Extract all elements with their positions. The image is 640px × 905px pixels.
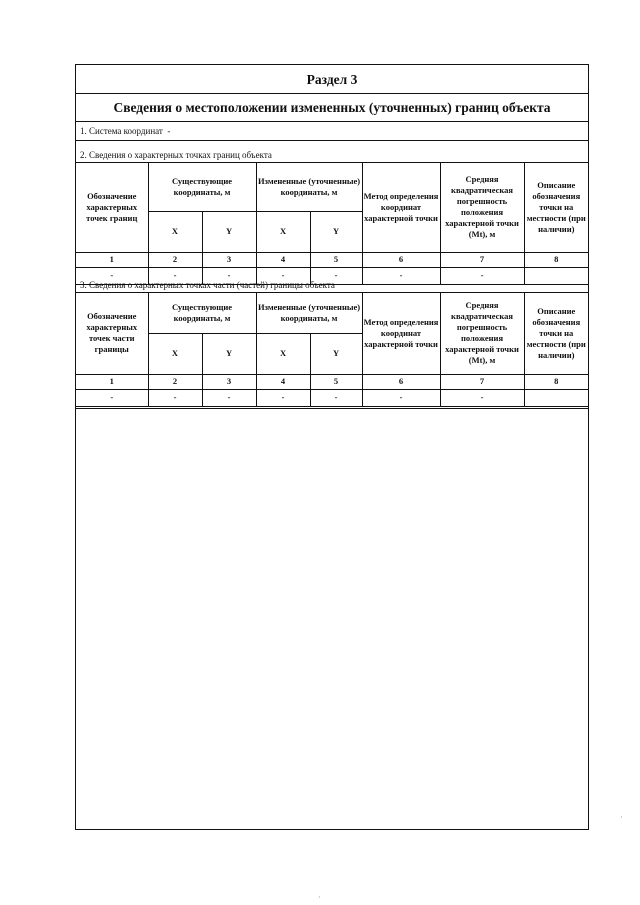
table2-number-cell: 7 [440,374,524,389]
table2-number-cell: 1 [76,374,148,389]
table1-number-cell: 7 [440,252,524,267]
table1-header-method: Метод определения координат характерной точки [362,163,440,252]
table1-number-cell: 3 [202,252,256,267]
table1-header-existing-y: Y [202,211,256,252]
table1-header-changed: Измененные (уточненные) координаты, м [256,163,362,211]
table1-header-error: Средняя квадратическая погрешность положения характерной точки (Mt), м [440,163,524,252]
table2-header-error: Средняя квадратическая погрешность положения характерной точки (Mt), м [440,293,524,374]
table1-header-description: Описание обозначения точки на местности (при наличии) [524,163,588,252]
table1-header-existing-x: X [148,211,202,252]
table1-cell: - [362,267,440,284]
table1-header-changed-y: Y [310,211,362,252]
table2-number-cell: 2 [148,374,202,389]
table1-cell: - [76,267,148,284]
table1-number-cell: 2 [148,252,202,267]
table2-header-changed: Измененные (уточненные) координаты, м [256,293,362,333]
table2-number-cell: 3 [202,374,256,389]
table2-header-existing: Существующие координаты, м [148,293,256,333]
table-row [76,389,588,406]
table1-cell: - [256,267,310,284]
table2-cell: - [310,389,362,406]
table2-cell: - [256,389,310,406]
table1-number-cell: 5 [310,252,362,267]
table2-number-cell: 5 [310,374,362,389]
table1-caption: 2. Сведения о характерных точках границ объекта [76,147,588,163]
coordinate-system-label: 1. Система координат [80,126,163,136]
section-heading: Сведения о местоположении измененных (уточненных) границ объекта [76,94,588,122]
table2-cell: - [440,389,524,406]
table2-cell [524,389,588,406]
scan-mark: · [620,813,623,822]
coordinate-system-value: - [167,126,171,136]
table1-cell: - [202,267,256,284]
scan-mark: · [318,893,321,902]
table1-cell: - [440,267,524,284]
coordinate-system-row [76,122,588,141]
table2-header-existing-x: X [148,333,202,374]
table1-number-cell: 8 [524,252,588,267]
table-bottom-rule [76,408,588,409]
boundary-points-table [76,163,588,285]
table2-number-cell: 6 [362,374,440,389]
table1-number-row [76,252,588,267]
table1-number-cell: 6 [362,252,440,267]
table1-number-cell: 4 [256,252,310,267]
section-title: Раздел 3 [76,65,588,94]
table2-header-designation: Обозначение характерных точек части границы [76,293,148,374]
table2-header-changed-x: X [256,333,310,374]
table2-cell: - [362,389,440,406]
table2-cell: - [202,389,256,406]
table2-header-description: Описание обозначения точки на местности (при наличии) [524,293,588,374]
table2-caption: 3. Сведения о характерных точках части (частей) границы объекта [76,277,588,293]
document-frame [75,64,589,830]
table1-number-cell: 1 [76,252,148,267]
table2-header-existing-y: Y [202,333,256,374]
part-boundary-points-table [76,293,588,407]
table1-cell: - [310,267,362,284]
table2-header-changed-y: Y [310,333,362,374]
table1-header-existing: Существующие координаты, м [148,163,256,211]
table2-header-method: Метод определения координат характерной точки [362,293,440,374]
table2-cell: - [148,389,202,406]
table1-cell: - [148,267,202,284]
table2-number-row [76,374,588,389]
table2-number-cell: 4 [256,374,310,389]
table1-header-changed-x: X [256,211,310,252]
table2-cell: - [76,389,148,406]
table1-header-designation: Обозначение характерных точек границ [76,163,148,252]
table2-number-cell: 8 [524,374,588,389]
